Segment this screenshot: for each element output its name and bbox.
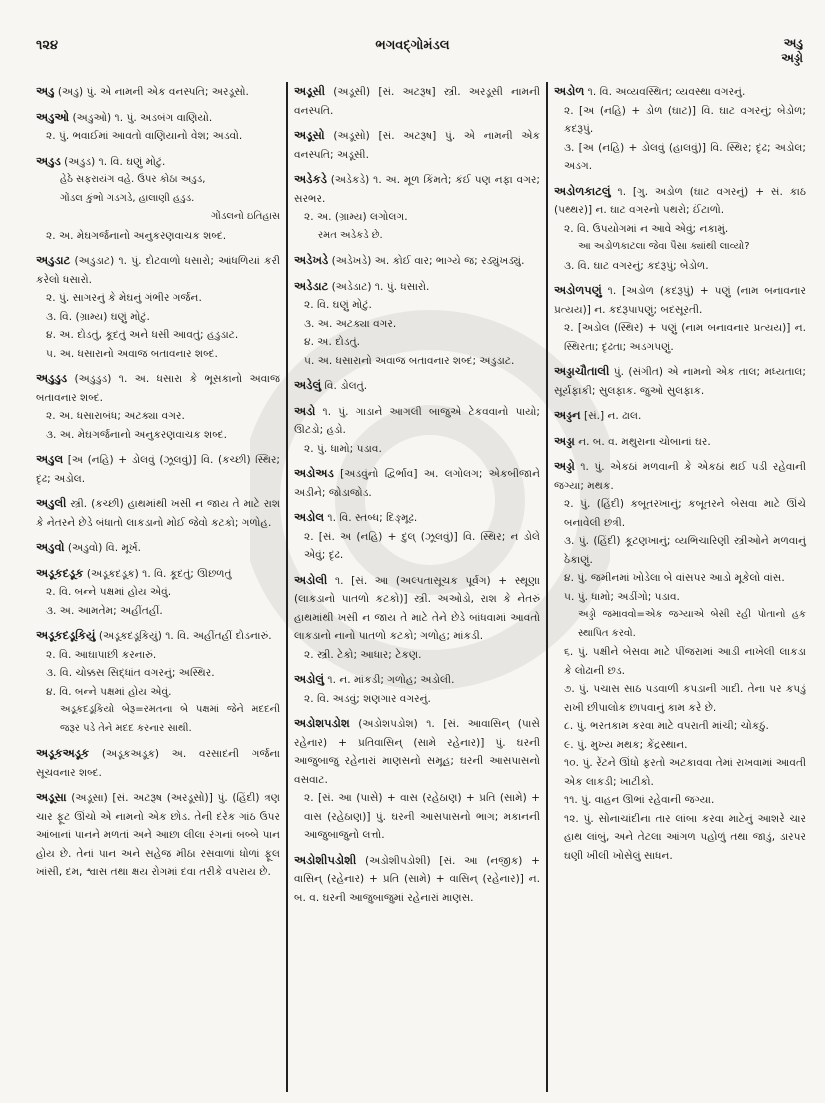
dictionary-entry (36, 369, 280, 444)
sense-line: ૨. અ. ધસારાબંધ; અટક્યા વગર. (46, 410, 185, 422)
dictionary-entry (294, 571, 540, 665)
sense-line: ૩. [અ (નહિ) + ડોલવું (હાલવું)] વિ. સ્થિર; દૃઢ; અડોલ; અડગ. (564, 141, 806, 172)
sense-line: ૨. પું. ભવાઈમાં આવતો વાણિયાનો વેશ; અડવો. (46, 130, 243, 142)
dictionary-entry (36, 744, 280, 782)
headword: અડોઅડ (294, 466, 334, 480)
sense-line: ૨. અ. મેઘગર્જનાનો અનુકરણવાચક શબ્દ. (46, 229, 227, 242)
definition-text: (અડેડાટ) ૧. પું. ધસારો. (331, 280, 430, 293)
definition-text: સ્ત્રી. (કચ્છી) હાથમાંથી ખસી ન જાય તે માટે રાશ કે નેતરને છેડે બંધાતો લાકડાનો મોઈ જેવો કટકો; ગળોહ. (36, 498, 280, 529)
sense-line: ૪. અ. દોડતું. (304, 336, 360, 348)
column-3 (548, 82, 806, 1082)
headword: અડેલું (294, 378, 322, 392)
dictionary-entry (554, 432, 806, 452)
sense-line: ૩. વિ. ઘાટ વગરનું; કદરૂપું; બેડોળ. (564, 259, 709, 272)
definition-text: (અડેકડે) ૧. અ. મૂળ કિંમતે; કંઈ પણ નફા વગર; સરભર. (294, 174, 540, 205)
headword: અડુલી (36, 496, 67, 510)
sense-line: ૬. પું. પક્ષીને બેસવા માટે પીંજરામાં આડી નાખેલી લાકડા કે લોઢાની છડ. (564, 646, 806, 677)
dictionary-columns (36, 82, 806, 1082)
sense-line: ૩. અ. મેઘગર્જનાનો અનુકરણવાચક શબ્દ. (46, 428, 227, 441)
dictionary-entry (554, 362, 806, 400)
definition-text: ૧. [ગુ. અડોળ (ઘાટ વગરનું) + સં. કાઠ (પથ્થર)] ન. ઘાટ વગરનો પથરો; ઈંટાળો. (554, 185, 806, 216)
usage-quote: ગોંડલ કુંભો ગડગડે, હાલાણી હડુડ. (60, 192, 195, 204)
guide-word-last: અડ્ડો (781, 51, 803, 65)
dictionary-entry (36, 538, 280, 558)
headword: અડૂસી (294, 84, 326, 98)
dictionary-entry (36, 788, 280, 882)
definition-text: (અડૂકદડૂક) ૧. વિ. કૂદતું; ઊછળતું (86, 567, 232, 580)
sense-line: ૩. અ. અટક્યા વગર. (304, 317, 397, 330)
column-1 (36, 82, 286, 1082)
definition-text: (અડુડાટ) ૧. પું. દોટવાળો ધસારો; આંધળિયાં કરી કરેલો ધસારો. (36, 255, 280, 286)
dictionary-entry (294, 82, 540, 120)
definition-text: ૧. [અડોળ (કદરૂપું) + પણું (નામ બનાવનાર પ્રત્યય)] ન. કદરૂપાપણું; બદસૂરતી. (554, 285, 806, 316)
definition-text: ૧. વિ. અવ્યવસ્થિત; વ્યવસ્થા વગરનું. (587, 86, 746, 98)
sense-line: ૨. વિ. ઘણું મોટું. (304, 299, 372, 311)
definition-text: ૧. [સં. આ (અલ્પતાસૂચક પૂર્વગ) + સ્થૂણા (લાકડાનો પાતળો કટકો)] સ્ત્રી. અઓડો, રાશ કે નેતરું હાથમાંથી ખસી ન જાય તે માટે તેને છેડે બાંધવામાં આવતો લાકડાનો નાનો પાતળો કટકો; ગળોહ; માંકડી. (294, 574, 540, 642)
dictionary-entry (36, 626, 280, 738)
headword: અડૂસો (294, 128, 325, 142)
sense-line: ૭. પું. પચાસ સાઠ પડવાળી કપડાની ગાદી. તેના પર કપડું રાખી છીપાલોક છાપવાનું કામ કરે છે. (564, 683, 806, 714)
sense-line: ૨. પું. સાગરનું કે મેઘનું ગંભીર ગર્જન. (46, 292, 202, 304)
definition-text: [અડવુંનો દ્વિર્ભાવ] અ. લગોલગ; એકબીજાને અડીને; જોડાજોડ. (294, 468, 540, 499)
dictionary-entry (554, 182, 806, 276)
headword: અડોલું (294, 672, 325, 686)
sense-line: ૪. વિ. બન્ને પક્ષમાં હોય એવું. (46, 685, 172, 698)
headword: અડ્ડા (554, 433, 575, 448)
guide-word-first: અડુ (783, 36, 803, 50)
headword: અડોળ (554, 84, 585, 98)
dictionary-entry (36, 251, 280, 363)
headword: અડુડાટ (36, 253, 71, 267)
headword: અડૂકદડૂકિયું (36, 628, 96, 642)
sense-line: ૯. પું. મુખ્ય મથક; કેંદ્રસ્થાન. (564, 738, 688, 751)
definition-text: (અડુઓ) ૧. પું. અડબંગ વાણિયો. (72, 111, 213, 124)
sense-line: ૨. [અ (નહિ) + ડોળ (ઘાટ)] વિ. ઘાટ વગરનું; બેડોળ; કદરૂપું. (564, 104, 806, 135)
definition-text: ૧. પું. એકઠાં મળવાની કે એકઠાં થઈ પડી રહેવાની જગ્યા; મથક. (554, 461, 806, 492)
headword: અડૂકઅડૂક (36, 746, 90, 760)
dictionary-entry (554, 406, 806, 426)
definition-text: [અ (નહિ) + ડોલવું (ઝૂલવું)] વિ. (કચ્છી) સ્થિર; દૃઢ; અડોલ. (36, 454, 280, 485)
dictionary-entry (36, 450, 280, 488)
headword: અડ્ડો (554, 459, 575, 473)
sense-line: ૨. પું. ધામો; પડાવ. (304, 442, 382, 455)
sense-line: ૩. પું. (હિંદી) કૂટણખાનું; વ્યભિચારિણી સ્ત્રીઓને મળવાનું ઠેકાણું. (564, 535, 806, 566)
definition-text: પું. (સંગીત) એ નામનો એક તાલ; મધ્યતાલ; સૂર્યફાકી; સુલફાક. જુઓ સુલફાક. (554, 366, 806, 397)
headword: અડોળપણું (554, 283, 602, 297)
usage-quote: હેઠે સફરાયંગ વહે. ઉપર કોઠા અડુડ, (60, 174, 206, 185)
definition-text: (અડૂસો) [સં. અટરૂષ] પું. એ નામની એક વનસ્પતિ; અડૂસી. (294, 130, 540, 161)
dictionary-entry (294, 508, 540, 565)
definition-text: (અડૂકઅડૂક) અ. વરસાદની ગર્જના સૂચવનાર શબ્દ. (36, 748, 280, 779)
usage-quote: અડૂકદડૂકિયો બેરૂ=રમતના બે પક્ષમાં જેને મદદની જરૂર પડે તેને મદદ કરનાર સાથી. (60, 704, 280, 734)
definition-text: (અડોશપડોશ) ૧. [સં. આવાસિન્ (પાસે રહેનાર) + પ્રતિવાસિન્ (સામે રહેનાર)] પું. ઘરની આજુબાજુ રહેનારાં માણસનો સમૂહ; ઘરની આસપાસનો વસવાટ. (294, 718, 540, 786)
headword: અડ્ડન (554, 408, 581, 422)
sense-line: ૩. વિ. (ગ્રામ્ય) ઘણું મોટું. (46, 310, 150, 323)
sense-line: ૨. પું. (હિંદી) કબૂતરખાનું; કબૂતરને બેસવા માટે ઊંચે બનાવેલી છત્રી. (564, 498, 806, 529)
dictionary-entry (294, 670, 540, 708)
running-title: ભગવદ્ગોમંડલ (375, 38, 450, 53)
definition-text: (અડેખડે) અ. કોઈ વાર; ભાગ્યે જ; રડ્યુંખડ્યું. (331, 255, 525, 267)
headword: અડુડુડ (36, 371, 68, 385)
sense-line: ૨. સ્ત્રી. ટેકો; આધાર; ટેકણ. (304, 648, 422, 661)
headword: અડોલ (294, 510, 325, 524)
definition-text: ૧. પું. ગાડાને આગલી બાજુએ ટેકવવાનો પાયો; ઊટડો; હડો. (294, 405, 541, 436)
page-header (0, 0, 825, 65)
sense-line: ૨. વિ. બન્ને પક્ષમાં હોય એવું. (46, 586, 172, 598)
definition-text: (અડૂકદડૂકિયું) ૧. વિ. અહીંતહીં દોડનારું. (98, 630, 272, 642)
sense-line: ૨. [સં. અ (નહિ) + દુલ્ (ઝૂલવું)] વિ. સ્થિર; ન ડોલે એવું; દૃઢ. (304, 530, 540, 561)
sense-line: ૫. અ. ધસારાનો અવાજ બતાવનાર શબ્દ. (46, 347, 218, 360)
headword: અડૂકદડૂક (36, 565, 84, 580)
sense-line: ૩. અ. આમતેમ; અહીંતહીં. (46, 604, 163, 617)
sense-line: ૧૧. પું. વાહન ઊભાં રહેવાની જગ્યા. (564, 794, 715, 806)
guide-words (781, 36, 803, 66)
usage-quote: અડ્ડો જમાવવો=એક જગ્યાએ બેસી રહી પોતાનો હક સ્થાપિત કરવો. (578, 609, 806, 639)
sense-line: ૨. વિ. અડવું; શણગાર વગરનું. (304, 692, 431, 705)
definition-text: (અડુ) પું. એ નામની એક વનસ્પતિ; અરડૂસો. (57, 86, 249, 98)
dictionary-entry (36, 152, 280, 246)
sense-line: ૩. વિ. ચોક્કસ સિદ્ધાંત વગરનું; અસ્થિર. (46, 667, 215, 679)
page-number: ૧૨૪ (36, 38, 59, 53)
headword: અડો (294, 403, 316, 418)
definition-text: ૧. વિ. સ્તબ્ધ; દિઙ્મૂઢ. (327, 512, 418, 524)
sense-line: ૨. વિ. ઉપયોગમાં ન આવે એવું; નકામું. (564, 222, 729, 235)
usage-quote: આ અડોળકાટલા જેવા પૈસા ક્યાંથી લાવ્યો? (578, 241, 750, 252)
dictionary-entry (294, 251, 540, 271)
definition-text: વિ. ડોલતું. (324, 380, 368, 392)
definition-text: (અડૂસી) [સં. અટરૂષ] સ્ત્રી. અરડૂસી નામની વનસ્પતિ. (294, 86, 541, 117)
dictionary-entry (554, 457, 806, 865)
definition-text: (અડોશીપડોશી) [સં. આ (નજીક) + વાસિન્ (રહેનાર) + પ્રતિ (સામે) + વાસિન્ (રહેનાર)] ન. બ. વ. ઘરની આજુબાજુમાં રહેનારાં માણસ. (294, 854, 540, 904)
definition-text: (અડુડ) ૧. વિ. ઘણું મોટું. (64, 155, 166, 168)
headword: અડોશપડોશ (294, 716, 350, 730)
sense-line: ૨. વિ. આઘાપાછી કરનારું. (46, 648, 157, 661)
headword: અડૂસા (36, 790, 67, 804)
dictionary-entry (294, 464, 540, 502)
definition-text: ન. બ. વ. મથુરાના ચોબાનાં ઘર. (578, 435, 711, 448)
dictionary-entry (294, 851, 540, 908)
headword: અડોશીપડોશી (294, 852, 357, 867)
sense-line: ૧૦. પું. રેંટને ઊંધો ફરતો અટકાવવા તેમાં રાખવામાં આવતી એક લાકડી; ખાટીકો. (564, 757, 806, 788)
headword: અડેડાટ (294, 278, 329, 293)
dictionary-entry (36, 108, 280, 146)
dictionary-entry (294, 376, 540, 396)
headword: અડુલ (36, 452, 64, 466)
definition-text: [સં.] ન. ઢાલ. (583, 410, 642, 422)
dictionary-entry (554, 82, 806, 176)
dictionary-entry (294, 714, 540, 845)
definition-text: (અડુડુડ) ૧. અ. ધસારા કે ભૂસકાનો અવાજ બતાવનાર શબ્દ. (36, 373, 280, 404)
sense-line: ૮. પું. ભરતકામ કરવા માટે વપરાતી માંચી; ચોકઠું. (564, 720, 769, 732)
definition-text: (અડૂસા) [સં. અટરૂષ (અરડૂસો)] પું. (હિંદી) ત્રણ ચાર ફૂટ ઊંચો એ નામનો એક છોડ. તેની દરેક ગાંઠ ઉપર આંબાનાં પાનને મળતાં અને આછા લીલા રંગનાં બબ્બે પાન હોય છે. તેનાં પાન અને સહેજ મીઠા રસવાળાં ધોળાં ફૂલ ખાંસી, દમ, શ્વાસ તથા ક્ષય રોગમાં દવા તરીકે વપરાય છે. (36, 792, 280, 878)
sense-line: ૪. પું. જમીનમાં ખોડેલા બે વાંસપર આડો મૂકેલો વાંસ. (564, 572, 785, 584)
dictionary-entry (554, 281, 806, 356)
dictionary-entry (294, 170, 540, 245)
dictionary-entry (294, 126, 540, 164)
dictionary-entry (294, 402, 540, 459)
headword: અડોળકાટલું (554, 183, 611, 198)
sense-line: ૨. અ. (ગ્રામ્ય) લગોલગ. (304, 211, 408, 223)
headword: અડુ (36, 84, 55, 98)
usage-quote: રમત અડેકડે છે. (318, 229, 383, 241)
headword: અડેકડે (294, 172, 327, 186)
dictionary-entry (294, 277, 540, 371)
headword: અડોલી (294, 572, 328, 587)
sense-line: ૨. [અડોલ (સ્થિર) + પણું (નામ બનાવનાર પ્રત્યય)] ન. સ્થિરતા; દૃઢતા; અડગપણું. (564, 322, 806, 353)
headword: અડેખડે (294, 253, 329, 267)
dictionary-entry (36, 494, 280, 532)
sense-line: ૪. અ. દોડતું, કૂદતું અને ધસી આવતું; હડુડાટ. (46, 329, 239, 341)
quote-source: ગોંડલનો ઇતિહાસ (211, 211, 280, 222)
sense-line: ૧૨. પું. સોનાચાંદીના તાર લાંબા કરવા માટેનું આશરે ચાર હાથ લાંબું, અને તેટલા આંગળ પહોળું તથા જાડું, ડારપર ઘણી ખીલી ખોસેલું સાધન. (564, 812, 806, 862)
sense-line: ૨. [સં. આ (પાસે) + વાસ (રહેઠાણ) + પ્રતિ (સામે) + વાસ (રહેઠાણ)] પું. ઘરની આસપાસનો ભાગ; મકાનની આજુબાજુનો લત્તો. (304, 792, 540, 841)
headword: અડ્ડાચૌતાલી (554, 364, 610, 378)
sense-line: ૫. અ. ધસારાનો અવાજ બતાવનાર શબ્દ; અડુડાટ. (304, 354, 515, 367)
dictionary-entry (36, 564, 280, 621)
column-2 (286, 82, 548, 1092)
definition-text: ૧. ન. માંકડી; ગળોહ; અડોલી. (327, 674, 455, 686)
dictionary-entry (36, 82, 280, 102)
sense-line: ૫. પું. ધામો; અડીંગો; પડાવ. (564, 590, 680, 603)
headword: અડુડ (36, 153, 61, 168)
headword: અડુવો (36, 540, 65, 554)
headword: અડુઓ (36, 109, 70, 124)
definition-text: (અડુવો) વિ. મૂર્ખ. (67, 542, 142, 554)
